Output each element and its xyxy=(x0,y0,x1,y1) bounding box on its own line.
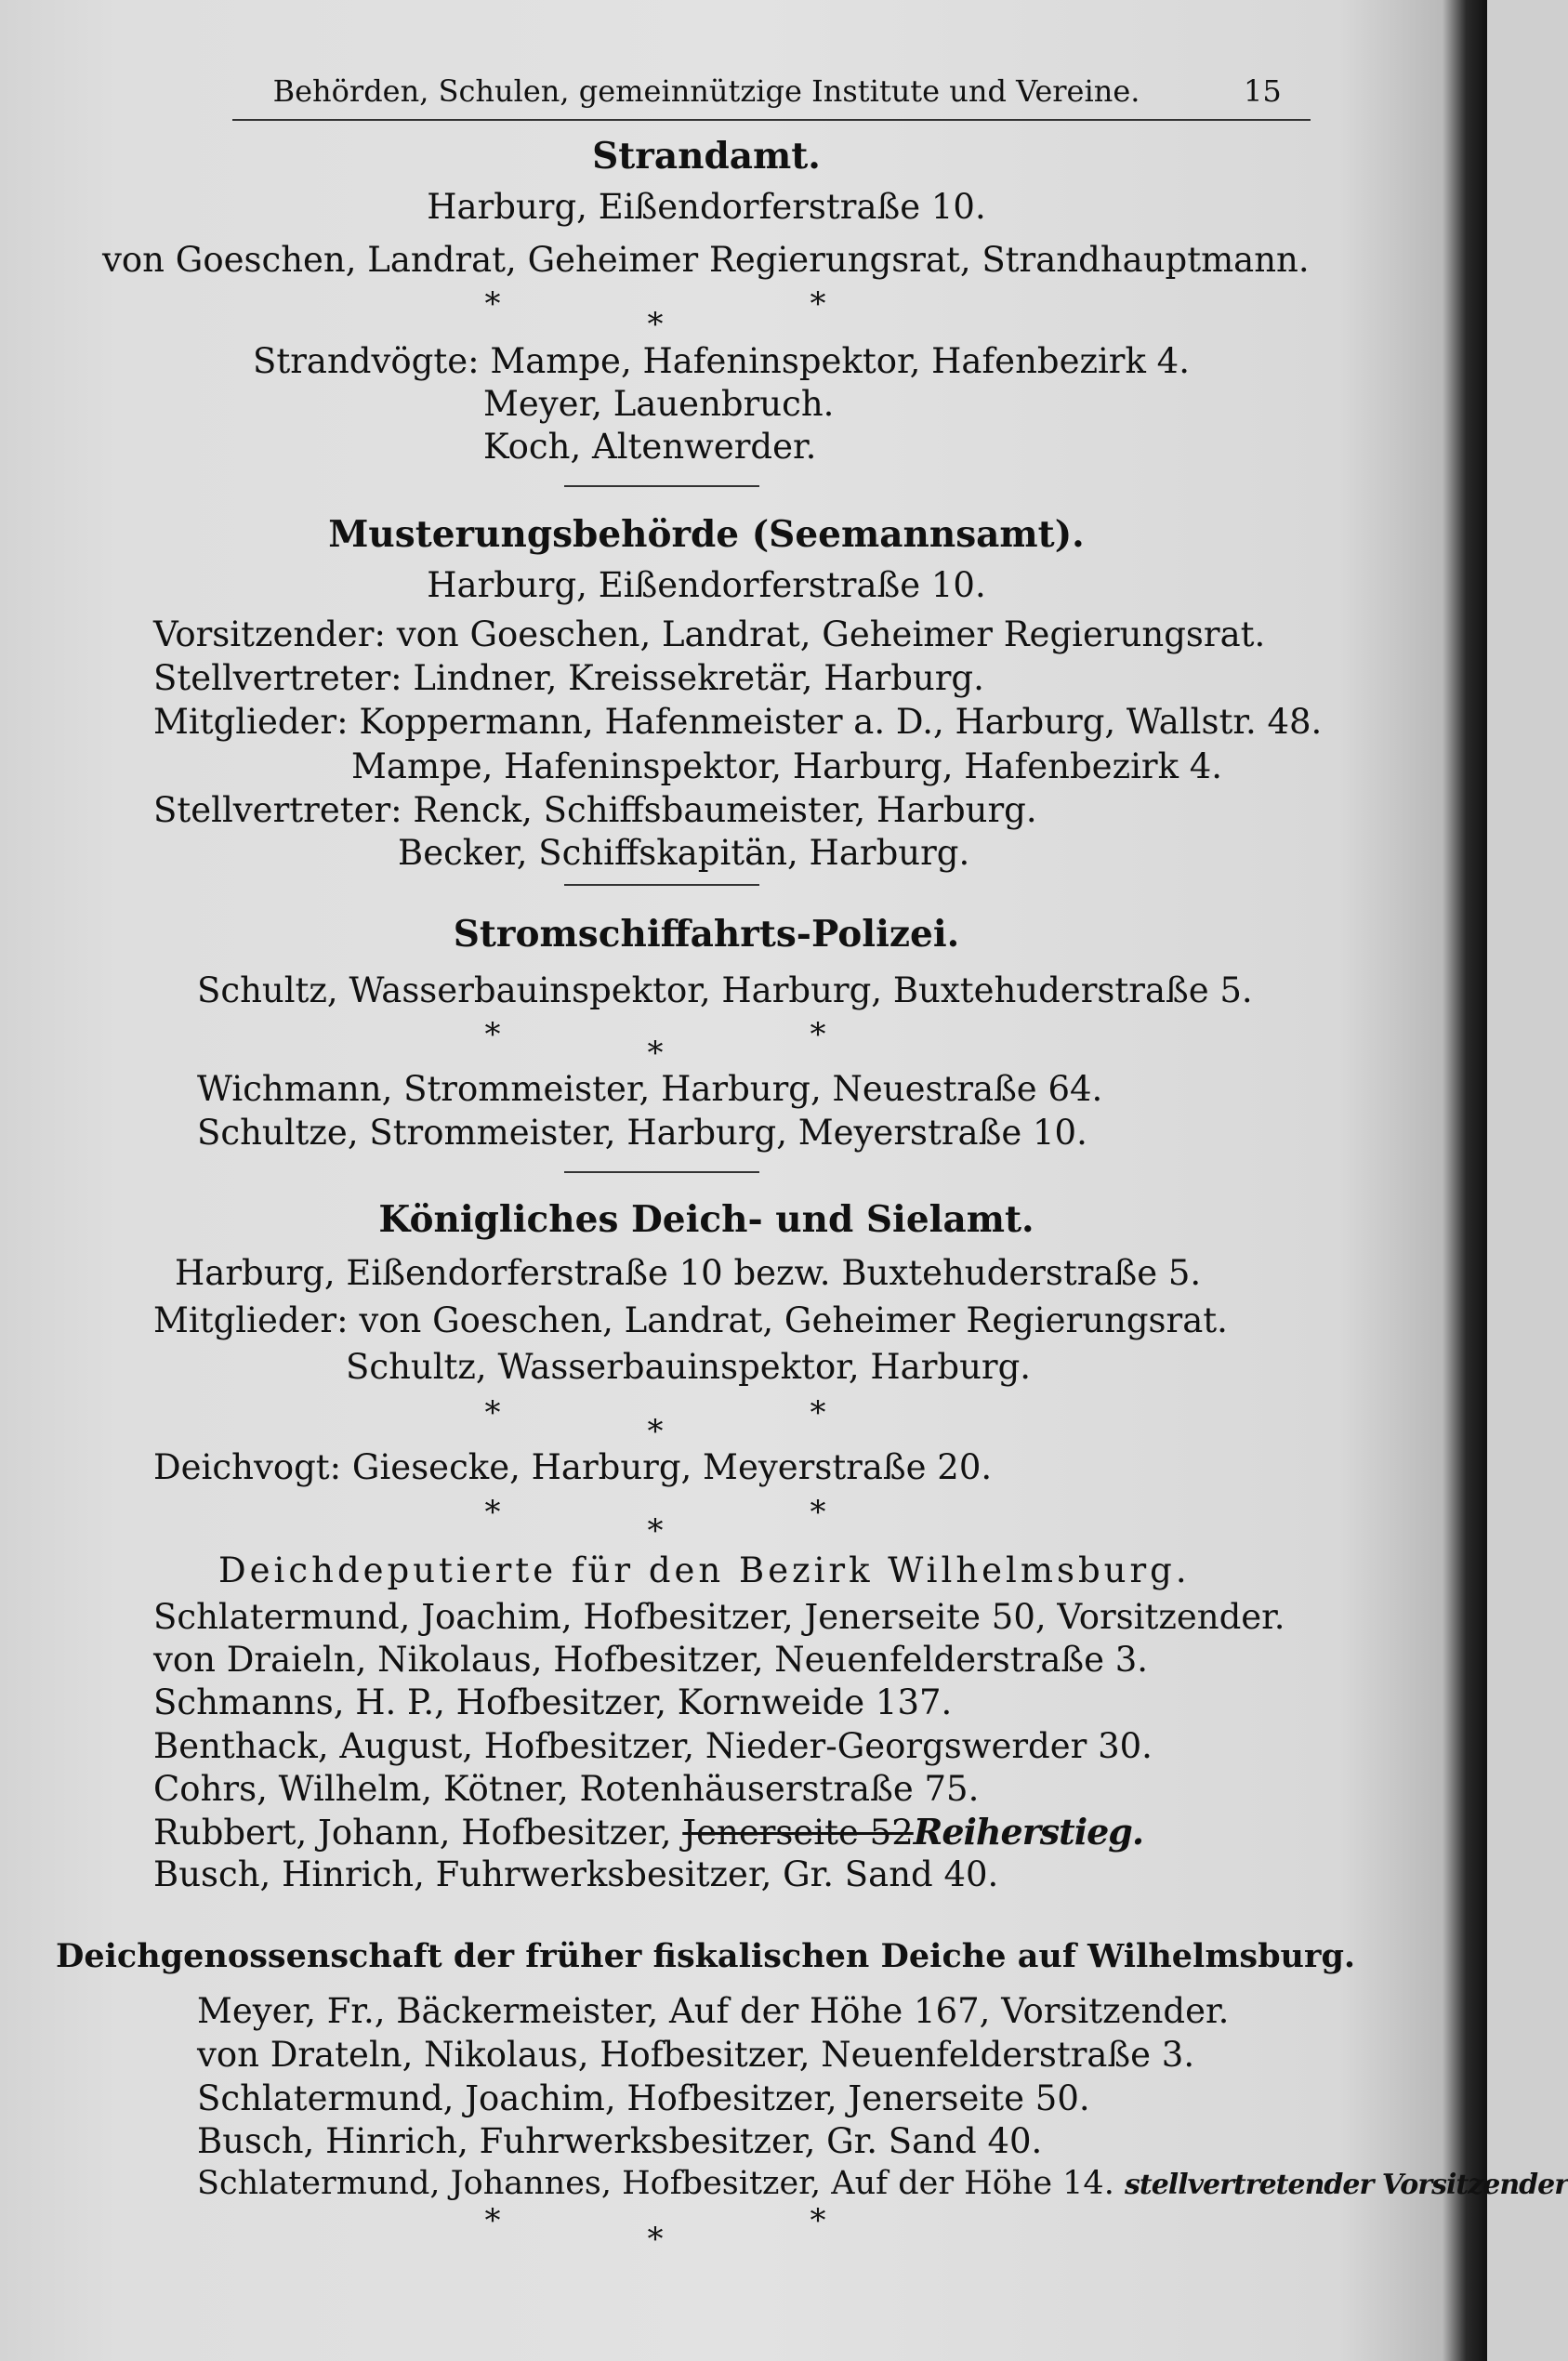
section-title-genossenschaft: Deichgenossenschaft der früher fiskalischen Deiche auf Wilhelmsburg. xyxy=(56,1937,1356,1975)
strom-line: Schultze, Strommeister, Harburg, Meyerstraße 10. xyxy=(197,1113,1087,1153)
strom-line: Wichmann, Strommeister, Harburg, Neuestraße 64. xyxy=(197,1069,1103,1109)
separator-star: * xyxy=(810,1494,826,1531)
struck-out-address: Jenerseite 52 xyxy=(682,1813,914,1853)
page-number: 15 xyxy=(1244,73,1282,109)
section-title-musterung: Musterungsbehörde (Seemannsamt). xyxy=(328,513,1085,556)
deich-deputy-rubbert xyxy=(153,1812,1143,1853)
deich-deputy: Benthack, August, Hofbesitzer, Nieder-Georgswerder 30. xyxy=(153,1726,1153,1766)
handwritten-correction: Reiherstieg. xyxy=(913,1811,1144,1853)
genossen-line-last xyxy=(197,2163,1568,2206)
genossen-line: Meyer, Fr., Bäckermeister, Auf der Höhe 167, Vorsitzender. xyxy=(197,1991,1230,2031)
section-title-deich: Königliches Deich- und Sielamt. xyxy=(378,1198,1034,1241)
separator-star: * xyxy=(484,1394,501,1431)
strandamt-line: Koch, Altenwerder. xyxy=(483,427,817,467)
header-rule xyxy=(232,119,1311,121)
musterung-line: Mitglieder: Koppermann, Hafenmeister a. D., Harburg, Wallstr. 48. xyxy=(153,702,1323,742)
strom-line: Schultz, Wasserbauinspektor, Harburg, Buxtehuderstraße 5. xyxy=(197,970,1253,1010)
separator-star: * xyxy=(484,1494,501,1531)
separator-star: * xyxy=(484,1016,501,1053)
handwritten-note: stellvertretender Vorsitzender xyxy=(1124,2169,1568,2201)
musterung-line: Mampe, Hafeninspektor, Harburg, Hafenbezirk 4. xyxy=(351,746,1223,786)
separator-star: * xyxy=(647,1512,664,1550)
separator-stars xyxy=(0,2202,1413,2279)
strandamt-line: Meyer, Lauenbruch. xyxy=(483,384,835,424)
section-title-strom: Stromschiffahrts-Polizei. xyxy=(453,913,960,956)
separator-star: * xyxy=(647,1035,664,1072)
deich-deputy: Cohrs, Wilhelm, Kötner, Rotenhäuserstraße 75. xyxy=(153,1769,980,1809)
musterung-line: Vorsitzender: von Goeschen, Landrat, Geheimer Regierungsrat. xyxy=(153,614,1266,654)
deich-address: Harburg, Eißendorferstraße 10 bezw. Buxtehuderstraße 5. xyxy=(175,1253,1202,1293)
deich-line: Schultz, Wasserbauinspektor, Harburg. xyxy=(346,1347,1032,1387)
section-rule xyxy=(564,884,759,886)
genossen-last-text: Schlatermund, Johannes, Hofbesitzer, Auf der Höhe 14. xyxy=(197,2165,1114,2202)
section-rule xyxy=(564,1171,759,1173)
deich-subheading: Deichdeputierte für den Bezirk Wilhelmsburg. xyxy=(218,1550,1191,1590)
deich-deputy: Schlatermund, Joachim, Hofbesitzer, Jenerseite 50, Vorsitzender. xyxy=(153,1597,1285,1637)
separator-star: * xyxy=(484,2202,501,2239)
rubbert-name: Rubbert, Johann, Hofbesitzer, xyxy=(153,1813,672,1853)
separator-star: * xyxy=(484,285,501,323)
section-title-strandamt: Strandamt. xyxy=(592,135,821,178)
musterung-line: Becker, Schiffskapitän, Harburg. xyxy=(398,833,970,873)
deich-deputy: von Draieln, Nikolaus, Hofbesitzer, Neuenfelderstraße 3. xyxy=(153,1640,1149,1680)
genossen-line: Busch, Hinrich, Fuhrwerksbesitzer, Gr. Sand 40. xyxy=(197,2121,1043,2161)
running-title: Behörden, Schulen, gemeinnützige Institute und Vereine. xyxy=(272,73,1140,109)
separator-star: * xyxy=(810,285,826,323)
separator-star: * xyxy=(647,306,664,343)
separator-star: * xyxy=(647,2221,664,2258)
musterung-address: Harburg, Eißendorferstraße 10. xyxy=(427,565,986,605)
deich-line: Mitglieder: von Goeschen, Landrat, Geheimer Regierungsrat. xyxy=(153,1300,1228,1340)
separator-star: * xyxy=(647,1413,664,1450)
separator-star: * xyxy=(810,2202,826,2239)
deich-line: Deichvogt: Giesecke, Harburg, Meyerstraße 20. xyxy=(153,1447,993,1487)
section-rule xyxy=(564,485,759,487)
genossen-line: von Drateln, Nikolaus, Hofbesitzer, Neuenfelderstraße 3. xyxy=(197,2035,1195,2075)
musterung-line: Stellvertreter: Renck, Schiffsbaumeister, Harburg. xyxy=(153,790,1037,830)
deich-deputy: Schmanns, H. P., Hofbesitzer, Kornweide 137. xyxy=(153,1682,953,1722)
strandamt-line: Strandvögte: Mampe, Hafeninspektor, Hafenbezirk 4. xyxy=(253,341,1190,381)
strandamt-head-line: von Goeschen, Landrat, Geheimer Regierungsrat, Strandhauptmann. xyxy=(102,240,1310,280)
genossen-line: Schlatermund, Joachim, Hofbesitzer, Jenerseite 50. xyxy=(197,2078,1090,2118)
separator-star: * xyxy=(810,1394,826,1431)
musterung-line: Stellvertreter: Lindner, Kreissekretär, Harburg. xyxy=(153,658,984,698)
separator-star: * xyxy=(810,1016,826,1053)
deich-deputy: Busch, Hinrich, Fuhrwerksbesitzer, Gr. Sand 40. xyxy=(153,1854,999,1894)
strandamt-address: Harburg, Eißendorferstraße 10. xyxy=(427,187,986,227)
